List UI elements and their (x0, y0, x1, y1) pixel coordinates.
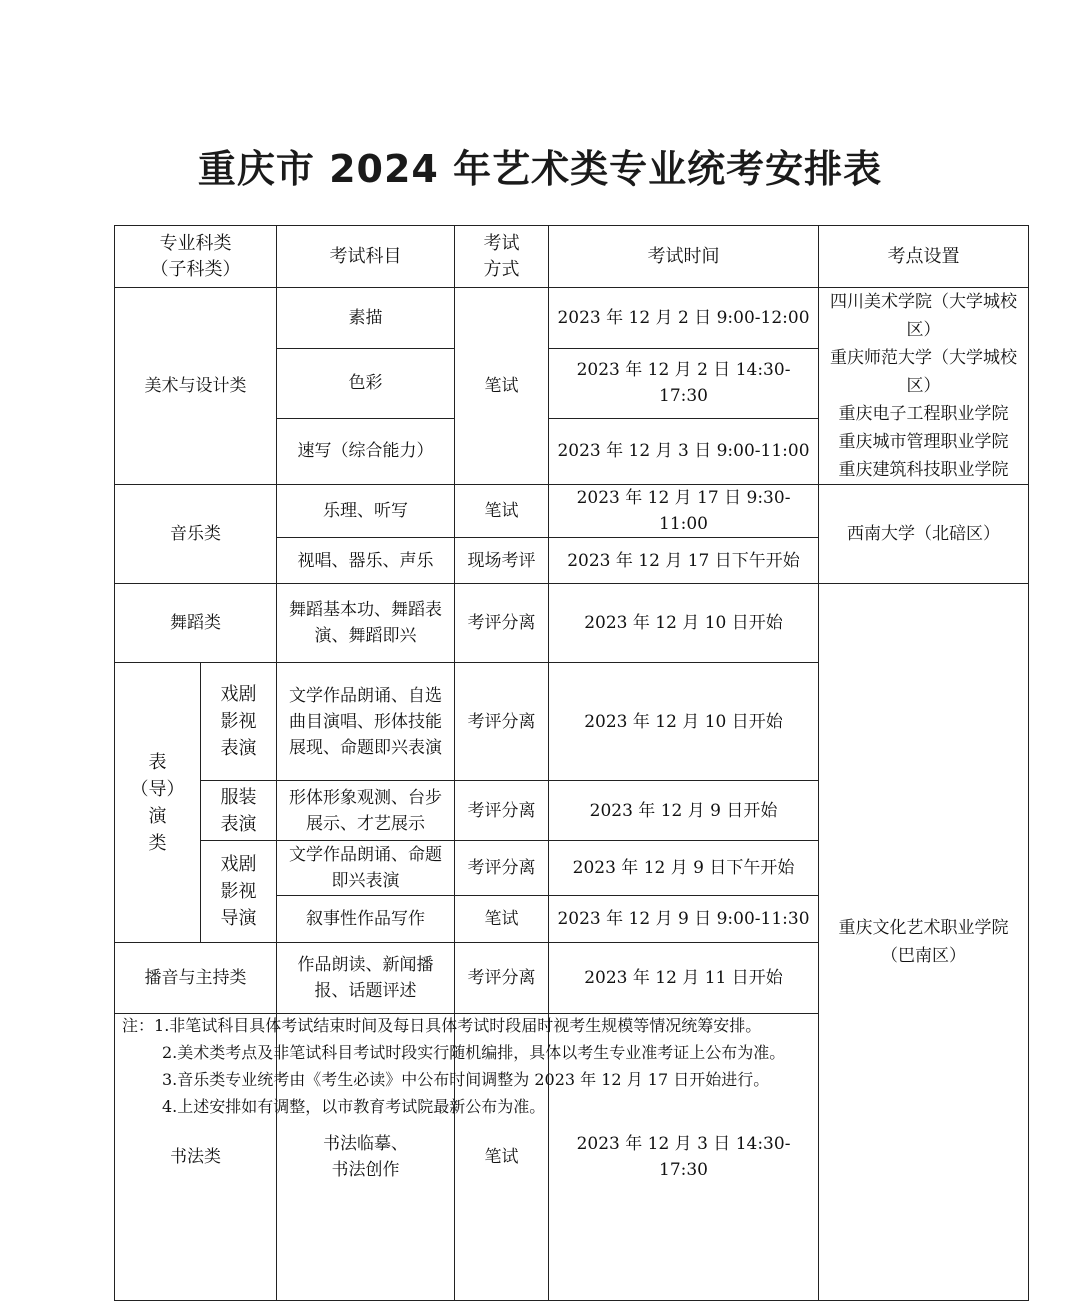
time-cell: 2023 年 12 月 2 日 14:30-17:30 (549, 348, 819, 418)
subject-cell: 色彩 (277, 348, 455, 418)
subject-cell: 作品朗读、新闻播 报、话题评述 (277, 943, 455, 1014)
category-cell: 书法类 (115, 1014, 277, 1301)
notes-label: 注： (122, 1016, 155, 1035)
category-cell: 美术与设计类 (115, 288, 277, 485)
time-cell: 2023 年 12 月 2 日 9:00-12:00 (549, 288, 819, 349)
method-cell: 考评分离 (455, 943, 549, 1014)
note-item: 3.音乐类专业统考由《考生必读》中公布时间调整为 2023 年 12 月 17 日开始进行。 (162, 1070, 770, 1089)
subject-cell: 叙事性作品写作 (277, 896, 455, 943)
subject-cell: 舞蹈基本功、舞蹈表 演、舞蹈即兴 (277, 584, 455, 663)
time-cell: 2023 年 12 月 9 日下午开始 (549, 841, 819, 896)
time-cell: 2023 年 12 月 3 日 14:30-17:30 (549, 1014, 819, 1301)
subject-cell: 速写（综合能力） (277, 418, 455, 484)
exam-schedule-table (114, 225, 1029, 1301)
table-row (115, 288, 1029, 349)
time-cell: 2023 年 12 月 3 日 9:00-11:00 (549, 418, 819, 484)
method-cell: 考评分离 (455, 663, 549, 781)
method-cell: 笔试 (455, 485, 549, 538)
subcategory-cell: 服装 表演 (201, 781, 277, 841)
category-cell: 舞蹈类 (115, 584, 277, 663)
note-item: 注：1.非笔试科目具体考试结束时间及每日具体考试时段届时视考生规模等情况统筹安排。 (122, 1016, 762, 1035)
subject-cell: 形体形象观测、台步 展示、才艺展示 (277, 781, 455, 841)
header-venue: 考点设置 (819, 226, 1029, 288)
note-item: 4.上述安排如有调整，以市教育考试院最新公布为准。 (162, 1097, 546, 1116)
time-cell: 2023 年 12 月 17 日 9:30-11:00 (549, 485, 819, 538)
category-cell: 音乐类 (115, 485, 277, 584)
method-cell: 现场考评 (455, 538, 549, 584)
header-method: 考试 方式 (455, 226, 549, 288)
header-time: 考试时间 (549, 226, 819, 288)
category-cell: 播音与主持类 (115, 943, 277, 1014)
method-cell: 考评分离 (455, 781, 549, 841)
method-cell: 笔试 (455, 1014, 549, 1301)
header-category: 专业科类 （子科类） (115, 226, 277, 288)
page-title: 重庆市 2024 年艺术类专业统考安排表 (197, 147, 883, 191)
method-cell: 考评分离 (455, 584, 549, 663)
header-subject: 考试科目 (277, 226, 455, 288)
subject-cell: 文学作品朗诵、命题 即兴表演 (277, 841, 455, 896)
table-row (115, 584, 1029, 663)
method-cell: 考评分离 (455, 841, 549, 896)
subject-cell: 文学作品朗诵、自选 曲目演唱、形体技能 展现、命题即兴表演 (277, 663, 455, 781)
time-cell: 2023 年 12 月 9 日开始 (549, 781, 819, 841)
subject-cell: 素描 (277, 288, 455, 349)
subcategory-cell: 戏剧 影视 表演 (201, 663, 277, 781)
venue-cell: 四川美术学院（大学城校区） 重庆师范大学（大学城校区） 重庆电子工程职业学院 重庆城市管理职业学院 重庆建筑科技职业学院 (819, 288, 1029, 485)
category-cell: 表 （导） 演 类 (115, 663, 201, 943)
subject-cell: 视唱、器乐、声乐 (277, 538, 455, 584)
time-cell: 2023 年 12 月 10 日开始 (549, 663, 819, 781)
table-header-row (115, 226, 1029, 288)
time-cell: 2023 年 12 月 10 日开始 (549, 584, 819, 663)
notes-section (122, 1012, 1062, 1120)
venue-cell: 西南大学（北碚区） (819, 485, 1029, 584)
subcategory-cell: 戏剧 影视 导演 (201, 841, 277, 943)
subject-cell: 书法临摹、 书法创作 (277, 1014, 455, 1301)
venue-cell: 重庆文化艺术职业学院 （巴南区） (819, 584, 1029, 1301)
note-item: 2.美术类考点及非笔试科目考试时段实行随机编排，具体以考生专业准考证上公布为准。 (162, 1043, 786, 1062)
time-cell: 2023 年 12 月 9 日 9:00-11:30 (549, 896, 819, 943)
method-cell: 笔试 (455, 896, 549, 943)
time-cell: 2023 年 12 月 17 日下午开始 (549, 538, 819, 584)
time-cell: 2023 年 12 月 11 日开始 (549, 943, 819, 1014)
method-cell: 笔试 (455, 288, 549, 485)
subject-cell: 乐理、听写 (277, 485, 455, 538)
table-row (115, 485, 1029, 538)
